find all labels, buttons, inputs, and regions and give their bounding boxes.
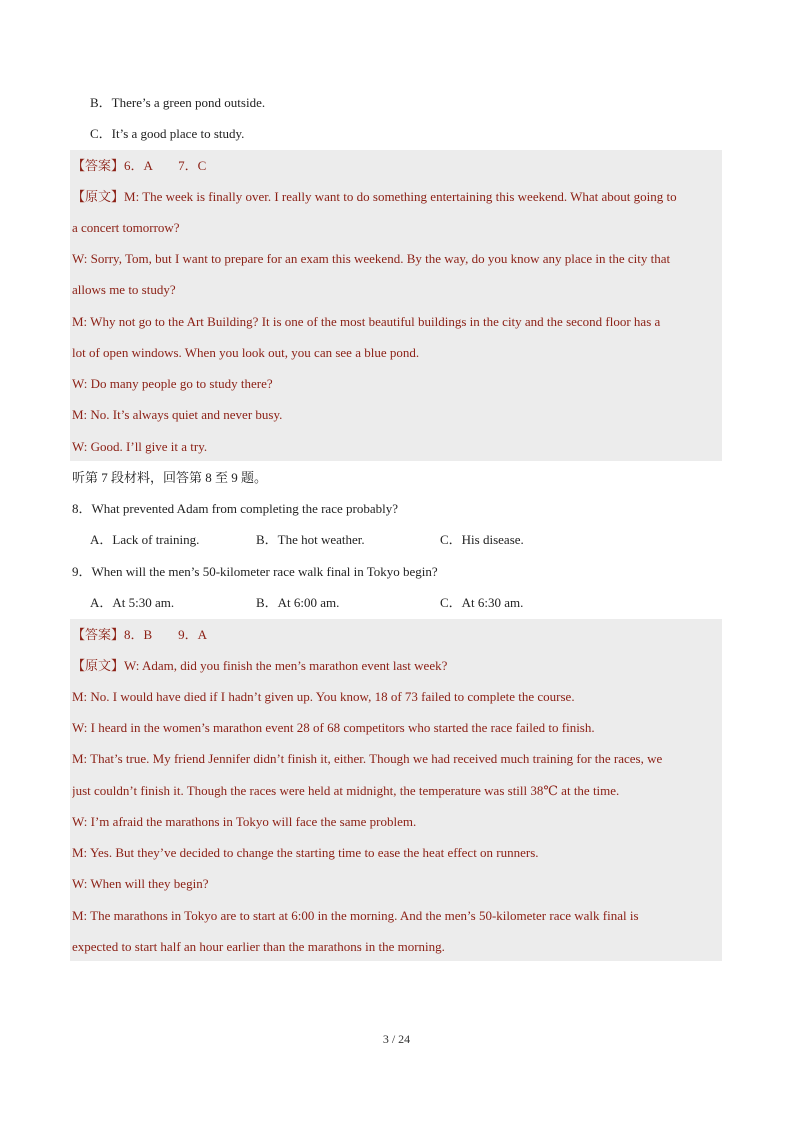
question-8-options — [90, 524, 742, 555]
q8-option-c: C．His disease. — [440, 532, 524, 547]
transcript-1-line-9: W: Good. I’ll give it a try. — [72, 439, 208, 454]
answer-text: 8．B 9．A — [124, 627, 208, 642]
transcript-1-line-3: W: Sorry, Tom, but I want to prepare for an exam this weekend. By the way, do you know any place in the city that — [72, 251, 671, 266]
answer-line-2 — [72, 619, 724, 650]
answer-tag: 【答案】 — [72, 158, 125, 173]
transcript-1-line-8: M: No. It’s always quiet and never busy. — [72, 407, 283, 422]
transcript-1-line-7: W: Do many people go to study there? — [72, 376, 273, 391]
transcript-1-line-6: lot of open windows. When you look out, you can see a blue pond. — [72, 345, 420, 360]
q9-option-c: C．At 6:30 am. — [440, 595, 524, 610]
transcript-2-line-5: just couldn’t finish it. Though the races were held at midnight, the temperature was still 38℃ at the time. — [72, 783, 620, 798]
transcript-2-line-7: M: Yes. But they’ve decided to change the starting time to ease the heat effect on runners. — [72, 845, 539, 860]
page-number: 3 / 24 — [382, 1032, 411, 1046]
question-8: 8．What prevented Adam from completing the race probably? — [72, 501, 398, 516]
q8-option-a: A．Lack of training. — [90, 532, 200, 547]
option-b: B．There’s a green pond outside. — [90, 95, 266, 110]
question-9-options — [90, 587, 742, 618]
transcript-2-line-10: expected to start half an hour earlier than the marathons in the morning. — [72, 939, 445, 954]
transcript-2-line-6: W: I’m afraid the marathons in Tokyo will face the same problem. — [72, 814, 417, 829]
transcript-1-line-2: a concert tomorrow? — [72, 220, 180, 235]
transcript-2-line-9: M: The marathons in Tokyo are to start at 6:00 in the morning. And the men’s 50-kilometer race walk final is — [72, 908, 639, 923]
transcript-2-line-8: W: When will they begin? — [72, 876, 209, 891]
transcript-2-line-1: 【原文】W: Adam, did you finish the men’s marathon event last week? — [72, 658, 448, 673]
transcript-2-line-3: W: I heard in the women’s marathon event 28 of 68 competitors who started the race failed to finish. — [72, 720, 595, 735]
answer-text: 6．A 7．C — [124, 158, 207, 173]
option-c: C．It’s a good place to study. — [90, 126, 245, 141]
section-intro: 听第 7 段材料，回答第 8 至 9 题。 — [72, 470, 268, 485]
transcript-2-line-2: M: No. I would have died if I hadn’t given up. You know, 18 of 73 failed to complete the course. — [72, 689, 575, 704]
transcript-1-line-5: M: Why not go to the Art Building? It is one of the most beautiful buildings in the city and the second floor has a — [72, 314, 661, 329]
q8-option-b: B．The hot weather. — [256, 532, 365, 547]
q9-option-b: B．At 6:00 am. — [256, 595, 340, 610]
transcript-2-line-4: M: That’s true. My friend Jennifer didn’t finish it, either. Though we had received much training for the races, we — [72, 751, 663, 766]
transcript-tag: 【原文】 — [72, 658, 125, 673]
q9-option-a: A．At 5:30 am. — [90, 595, 175, 610]
transcript-tag: 【原文】 — [72, 189, 125, 204]
answer-tag: 【答案】 — [72, 627, 125, 642]
transcript-1-line-4: allows me to study? — [72, 282, 176, 297]
answer-line-1 — [72, 150, 724, 181]
question-9: 9．When will the men’s 50-kilometer race walk final in Tokyo begin? — [72, 564, 438, 579]
transcript-1-line-1: 【原文】M: The week is finally over. I really want to do something entertaining this weekend. What about going to — [72, 189, 677, 204]
